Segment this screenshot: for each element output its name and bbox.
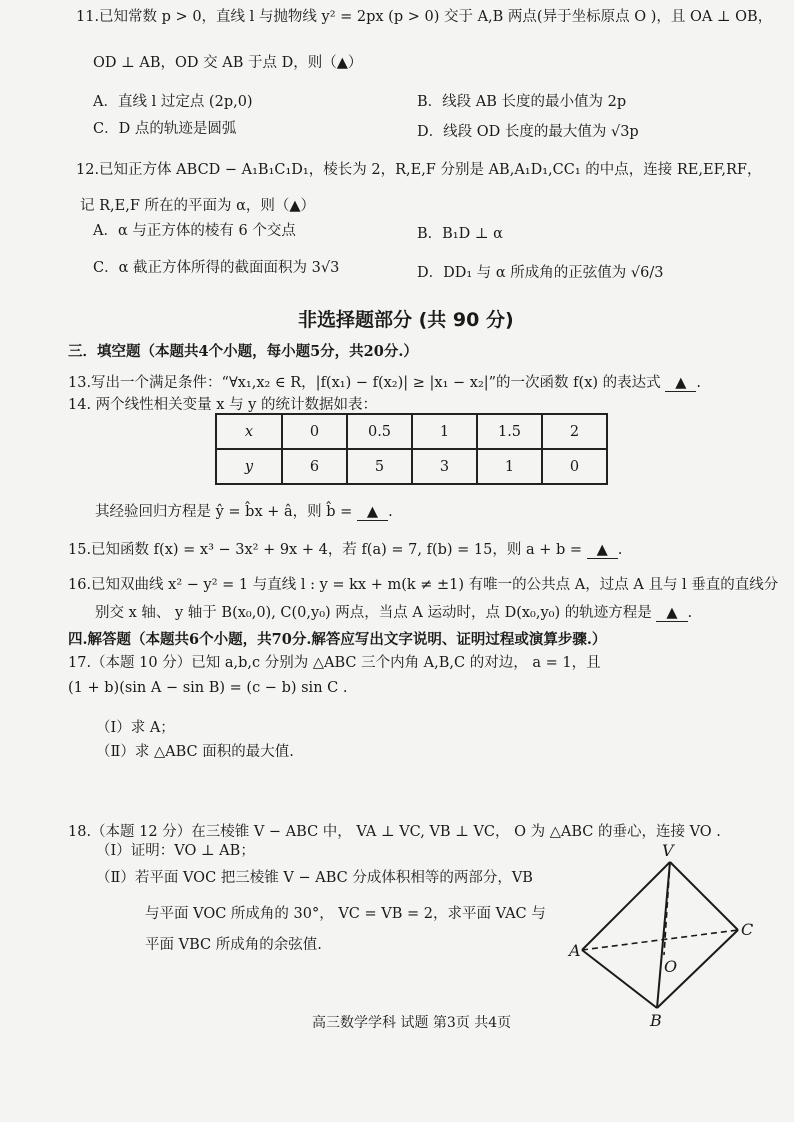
q16-line1: 16.已知双曲线 x² − y² = 1 与直线 l : y = kx + m(k ≠ ±1) 有唯一的公共点 A，过点 A 且与 l 垂直的直线分 — [68, 577, 779, 593]
q18-sub1: （Ⅰ）证明：VO ⊥ AB； — [96, 843, 255, 859]
q11-option-a: A．直线 l 过定点 (2p,0) — [93, 94, 253, 110]
table-row — [216, 414, 607, 449]
table-cell: 1 — [477, 449, 542, 484]
table-cell: 0.5 — [347, 414, 412, 449]
table-cell: 6 — [282, 449, 347, 484]
q14-regression: 其经验回归方程是 ŷ = b̂x + â，则 b̂ = ▲ . — [95, 504, 393, 520]
q11-stem-line2: OD ⊥ AB，OD 交 AB 于点 D，则（▲） — [93, 55, 363, 71]
q17-sub2: （Ⅱ）求 △ABC 面积的最大值. — [96, 744, 294, 760]
table-cell: x — [216, 414, 282, 449]
q14-stem: 其经验回归方程是 ŷ = b̂x + â，则 b̂ = — [95, 504, 353, 520]
q12-option-d: D．DD₁ 与 α 所成角的正弦值为 √6/3 — [417, 265, 664, 281]
q16-answer-blank: ▲ — [656, 605, 687, 622]
q16-line2: 别交 x 轴、 y 轴于 B(x₀,0), C(0,y₀) 两点，当点 A 运动时，点 D(x₀,y₀) 的轨迹方程是 ▲ . — [95, 605, 693, 621]
part3-heading: 三．填空题（本题共4个小题，每小题5分，共20分.） — [68, 343, 418, 360]
data-table — [215, 413, 608, 485]
q17-line2: (1 + b)(sin A − sin B) = (c − b) sin C . — [68, 680, 348, 696]
table-cell: 0 — [542, 449, 607, 484]
q11-option-b: B．线段 AB 长度的最小值为 2p — [417, 94, 627, 110]
q16-stem: 别交 x 轴、 y 轴于 B(x₀,0), C(0,y₀) 两点，当点 A 运动时，点 D(x₀,y₀) 的轨迹方程是 — [95, 605, 652, 621]
edge-va — [582, 862, 670, 950]
q14-answer-blank: ▲ — [357, 504, 388, 521]
section-title: 非选择题部分 (共 90 分) — [298, 309, 514, 331]
q15-answer-blank: ▲ — [587, 542, 618, 559]
q18-sub2-line2: 与平面 VOC 所成角的 30°， VC = VB = 2，求平面 VAC 与 — [145, 906, 546, 922]
q12-option-b: B．B₁D ⊥ α — [417, 226, 503, 242]
q17-line1: 17.（本题 10 分）已知 a,b,c 分别为 △ABC 三个内角 A,B,C 的对边， a = 1，且 — [68, 655, 601, 671]
q13-answer-blank: ▲ — [665, 375, 696, 392]
table-row — [216, 449, 607, 484]
table-cell: 1.5 — [477, 414, 542, 449]
label-v: V — [662, 842, 674, 860]
q12-stem-line1: 12.已知正方体 ABCD − A₁B₁C₁D₁，棱长为 2，R,E,F 分别是 AB,A₁D₁,CC₁ 的中点，连接 RE,EF,RF， — [76, 162, 762, 178]
q15-stem: 15.已知函数 f(x) = x³ − 3x² + 9x + 4，若 f(a) = 7, f(b) = 15，则 a + b = — [68, 542, 583, 558]
edge-ab — [582, 950, 657, 1008]
q13-stem: 13.写出一个满足条件：“∀x₁,x₂ ∈ R，|f(x₁) − f(x₂)| ≥ |x₁ − x₂|”的一次函数 f(x) 的表达式 — [68, 375, 661, 391]
q14-intro: 14. 两个线性相关变量 x 与 y 的统计数据如表： — [68, 397, 377, 413]
q12-stem-line2: 记 R,E,F 所在的平面为 α，则（▲） — [80, 198, 316, 214]
table-cell: 3 — [412, 449, 477, 484]
label-b: B — [650, 1011, 662, 1030]
q11-option-c: C．D 点的轨迹是圆弧 — [93, 121, 237, 137]
q11-stem-line1: 11.已知常数 p > 0，直线 l 与抛物线 y² = 2px (p > 0) 交于 A,B 两点(异于坐标原点 O )，且 OA ⊥ OB， — [76, 9, 773, 25]
page-footer: 高三数学学科 试题 第3页 共4页 — [312, 1015, 512, 1031]
q18-sub2-line1: （Ⅱ）若平面 VOC 把三棱锥 V − ABC 分成体积相等的两部分，VB — [96, 870, 533, 886]
q18-line1: 18.（本题 12 分）在三棱锥 V − ABC 中， VA ⊥ VC, VB ⊥ VC， O 为 △ABC 的垂心，连接 VO . — [68, 824, 721, 840]
table-cell: y — [216, 449, 282, 484]
label-a: A — [569, 941, 581, 960]
table-cell: 0 — [282, 414, 347, 449]
label-o: O — [664, 957, 678, 976]
tetrahedron-figure — [566, 842, 766, 1032]
label-c: C — [741, 920, 754, 939]
q17-sub1: （Ⅰ）求 A； — [96, 720, 175, 736]
q15-text: 15.已知函数 f(x) = x³ − 3x² + 9x + 4，若 f(a) = 7, f(b) = 15，则 a + b = ▲ . — [68, 542, 623, 558]
q11-option-d: D．线段 OD 长度的最大值为 √3p — [417, 124, 639, 140]
table-cell: 1 — [412, 414, 477, 449]
q12-option-a: A．α 与正方体的棱有 6 个交点 — [93, 223, 296, 239]
q18-sub2-line3: 平面 VBC 所成角的余弦值. — [145, 937, 322, 953]
q12-option-c: C．α 截正方体所得的截面面积为 3√3 — [93, 260, 340, 276]
table-cell: 5 — [347, 449, 412, 484]
q13-text: 13.写出一个满足条件：“∀x₁,x₂ ∈ R，|f(x₁) − f(x₂)| ≥ |x₁ − x₂|”的一次函数 f(x) 的表达式 ▲ . — [68, 375, 702, 391]
edge-ac-hidden — [582, 930, 738, 950]
edge-vc — [670, 862, 738, 930]
part4-heading: 四.解答题（本题共6个小题，共70分.解答应写出文字说明、证明过程或演算步骤.） — [68, 631, 607, 648]
table-cell: 2 — [542, 414, 607, 449]
